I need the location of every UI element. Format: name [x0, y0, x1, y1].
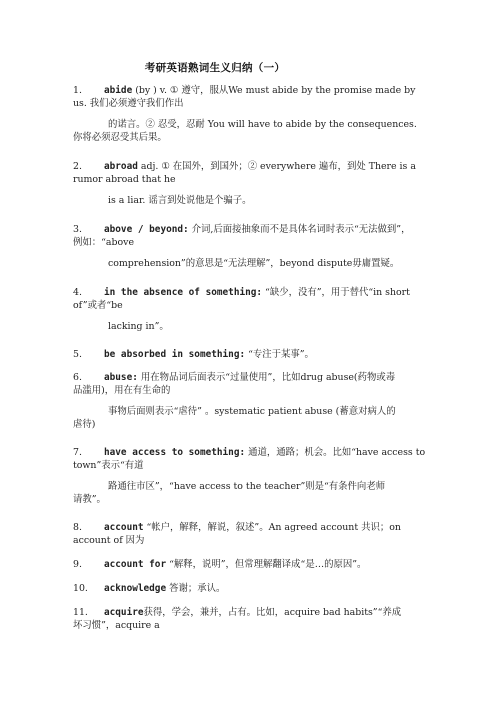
entry-5	[73, 348, 425, 361]
entry-line	[73, 446, 425, 459]
entry-keyword: account for	[104, 559, 167, 570]
entry-number: 7.	[73, 447, 82, 458]
entry-text: adj. ① 在国外，到国外；② everywhere 遍布，到处 There is a	[137, 161, 416, 172]
entry-text: 获得，学会，兼并，占有。比如，acquire bad habits”“养成	[143, 607, 402, 618]
entry-continuation: 的诺言。② 忍受，忍耐 You will have to abide by the consequences.	[108, 119, 417, 130]
entry-number: 11.	[73, 607, 88, 618]
entry-keyword: abuse:	[104, 372, 138, 383]
entry-keyword: acknowledge	[104, 583, 167, 594]
entry-number: 2.	[73, 161, 82, 172]
entry-4	[73, 286, 425, 333]
entry-number: 3.	[73, 224, 82, 235]
entry-7	[73, 446, 425, 506]
entry-line: town”表示“有道	[73, 460, 144, 471]
entry-9	[73, 558, 425, 571]
entry-8	[73, 521, 425, 547]
entry-line: 坏习惯”，acquire a	[73, 620, 160, 631]
entry-11	[73, 606, 425, 632]
entry-keyword: be absorbed in something:	[104, 349, 246, 360]
entry-keyword: in the absence of something:	[104, 287, 263, 298]
entry-text: “缺少，没有”，用于替代“in short	[262, 287, 410, 298]
entry-text: (by ) v. ① 遵守，服从We must abide by the promise made by	[132, 85, 416, 96]
entry-text: 通道，通路；机会。比如“have access to	[245, 447, 425, 458]
entry-keyword: have access to something:	[104, 447, 246, 458]
entry-line	[73, 582, 425, 595]
entry-continuation: 虐待)	[73, 419, 96, 430]
entry-line	[73, 521, 425, 534]
entry-number: 1.	[73, 85, 82, 96]
entry-continuation: 路通往市区”，“have access to the teacher”则是“有条件向老师	[108, 481, 386, 492]
entry-text: 答谢；承认。	[166, 583, 226, 594]
entry-keyword: abroad	[104, 161, 138, 172]
entry-continuation: 你将必须忍受其后果。	[73, 132, 167, 143]
entry-keyword: account	[104, 522, 144, 533]
entry-line	[73, 348, 425, 361]
entry-line: 例如：“above	[73, 237, 134, 248]
entry-continuation: 请教”。	[73, 494, 106, 505]
entry-keyword: acquire	[104, 607, 144, 618]
entry-10	[73, 582, 425, 595]
entry-line	[73, 371, 425, 384]
entry-text: 介词,后面接抽象而不是具体名词时表示“无法做到”，	[188, 224, 411, 235]
entry-continuation: 事物后面则表示“虐待” 。systematic patient abuse (蓄意对病人的	[108, 406, 396, 417]
entry-number: 5.	[73, 349, 82, 360]
entry-number: 8.	[73, 522, 82, 533]
entry-line: of”或者“be	[73, 300, 123, 311]
entry-line	[73, 286, 425, 299]
entry-continuation: lacking in”。	[108, 321, 169, 332]
entry-line: rumor abroad that he	[73, 174, 176, 185]
entry-6	[73, 371, 425, 431]
entry-1	[73, 84, 425, 144]
entry-line	[73, 84, 425, 97]
entry-number: 9.	[73, 559, 82, 570]
entry-number: 6.	[73, 372, 82, 383]
entry-text: 用在物品词后面表示“过量使用”，比如drug abuse(药物或毒	[137, 372, 396, 383]
entry-text: “解释，说明”，但常理解翻译成“是…的原因”。	[166, 559, 367, 570]
entry-continuation: comprehension”的意思是“无法理解”，beyond dispute毋庸置疑。	[108, 258, 400, 269]
entry-3	[73, 223, 425, 270]
entry-line: 品滥用)，用在有生命的	[73, 385, 171, 396]
entry-text: “专注于某事”。	[245, 349, 314, 360]
entry-line: account of 因为	[73, 535, 145, 546]
entry-text: “帐户，解释，解说，叙述”。An agreed account 共识；on	[143, 522, 401, 533]
entry-continuation: is a liar. 谣言到处说他是个骗子。	[108, 195, 252, 206]
entry-number: 10.	[73, 583, 88, 594]
entry-number: 4.	[73, 287, 82, 298]
entry-line	[73, 606, 425, 619]
entry-line	[73, 160, 425, 173]
entry-line	[73, 558, 425, 571]
entry-keyword: abide	[104, 85, 133, 96]
entry-line	[73, 223, 425, 236]
document-title: 考研英语熟词生义归纳（一）	[144, 62, 286, 74]
entry-line: us. 我们必须遵守我们作出	[73, 98, 184, 109]
entry-2	[73, 160, 425, 207]
entry-keyword: above / beyond:	[104, 224, 189, 235]
